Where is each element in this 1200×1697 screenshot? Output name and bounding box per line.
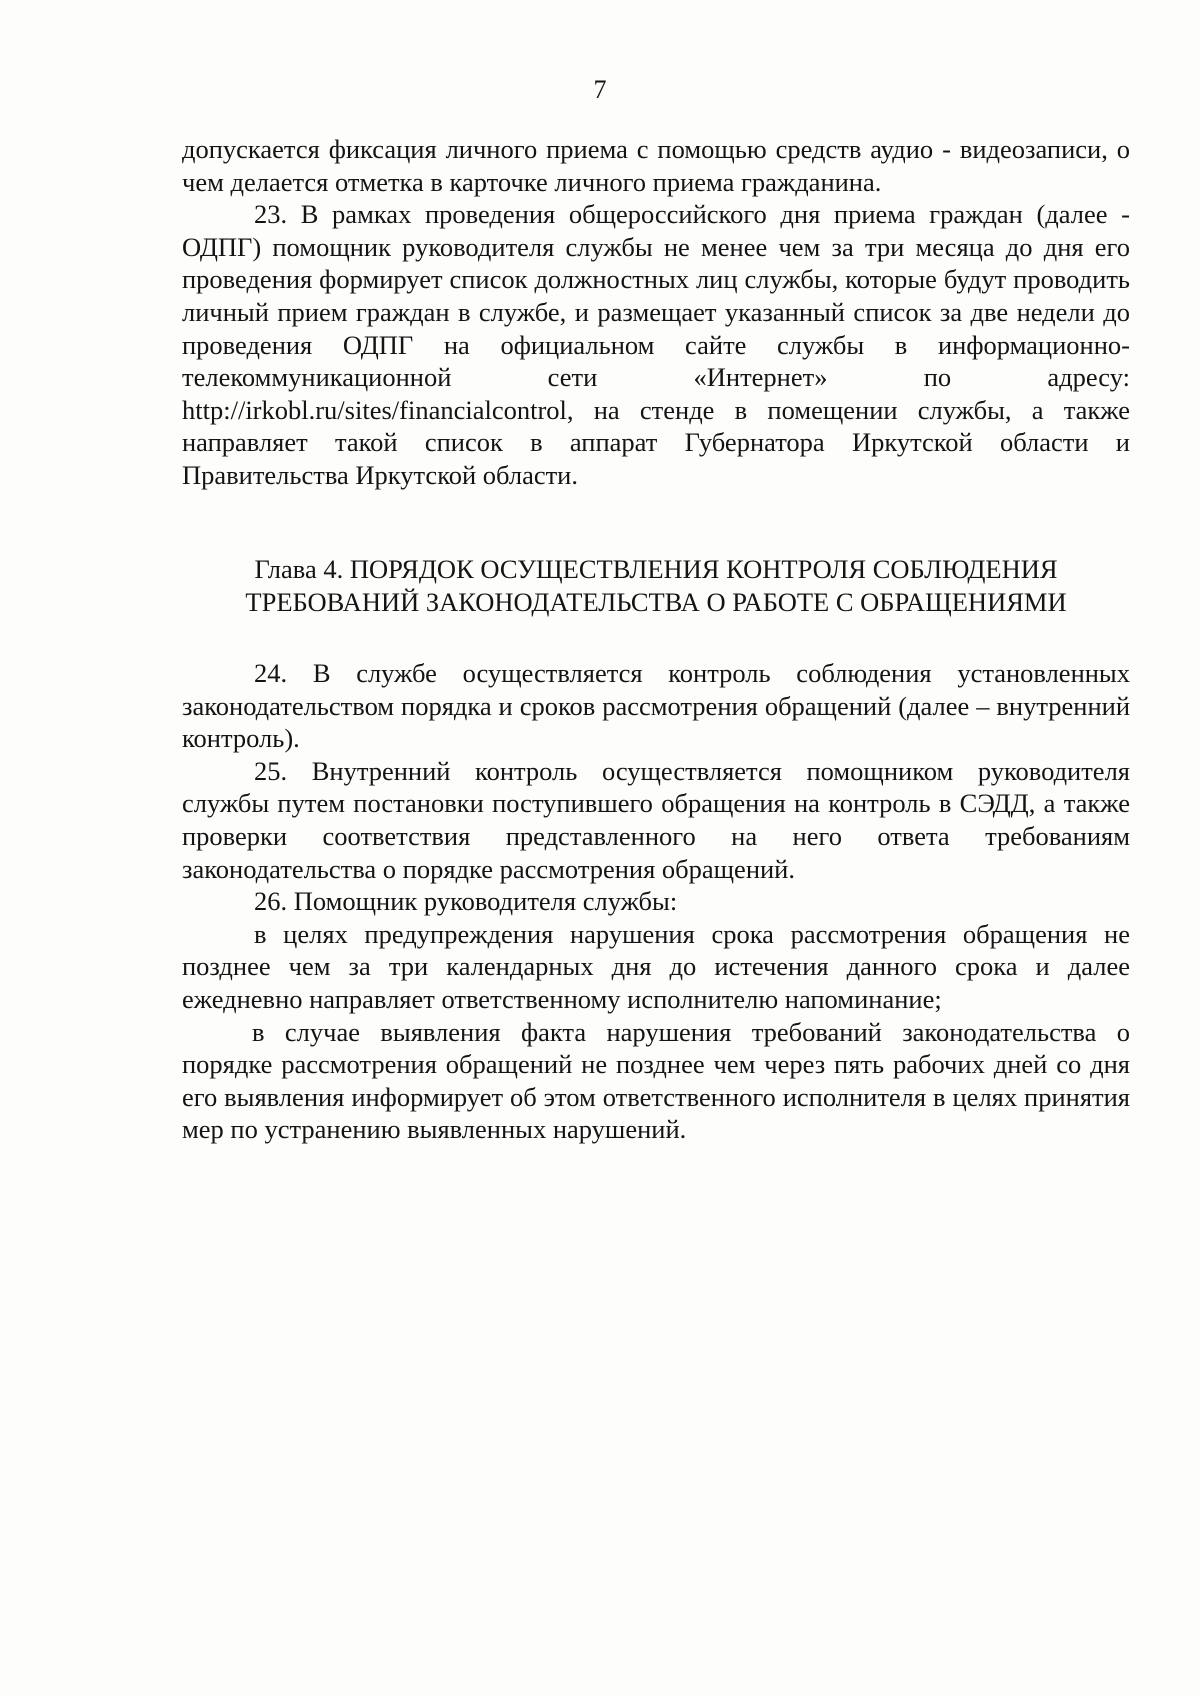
- paragraph-24: 24. В службе осуществляется контроль соблюдения установленных законодательством порядка и сроков рассмотрения обращений (далее – внутренний контроль).: [182, 658, 1130, 754]
- chapter-heading-line-1: Глава 4. ПОРЯДОК ОСУЩЕСТВЛЕНИЯ КОНТРОЛЯ СОБЛЮДЕНИЯ: [254, 554, 1058, 584]
- text-block-top: [182, 133, 1130, 492]
- paragraph-26: 26. Помощник руководителя службы:: [254, 886, 678, 917]
- paragraph-26-item-b: в случае выявления факта нарушения требований законодательства о порядке рассмотрения обращений не позднее чем через пять рабочих дней со дня его выявления информирует об этом ответственного исполнителя в целях принятия мер по устранению выявленных нарушений.: [182, 1016, 1130, 1145]
- paragraph-23: 23. В рамках проведения общероссийского дня приема граждан (далее - ОДПГ) помощник руководителя службы не менее чем за три месяца до дня его проведения формирует список должностных лиц службы, которые будут проводить личный прием граждан в службе, и размещает указанный список за две недели до проведения ОДПГ на официальном сайте службы в информационно-телекоммуникационной сети «Интернет» по адресу: http://irkobl.ru/sites/financialcontrol, на стенде в помещении службы, а также направляет такой список в аппарат Губернатора Иркутской области и Правительства Иркутской области.: [182, 199, 1130, 490]
- chapter-heading-line-2: ТРЕБОВАНИЙ ЗАКОНОДАТЕЛЬСТВА О РАБОТЕ С ОБРАЩЕНИЯМИ: [245, 587, 1067, 617]
- page-number: 7: [593, 75, 607, 104]
- paragraph-continuation: допускается фиксация личного приема с помощью средств аудио - видеозаписи, о чем делается отметка в карточке личного приема гражданина.: [182, 134, 1130, 197]
- paragraph-26-item-a: в целях предупреждения нарушения срока рассмотрения обращения не позднее чем за три календарных дня до истечения данного срока и далее ежедневно направляет ответственному исполнителю напоминание;: [182, 918, 1130, 1014]
- text-block-bottom: [182, 657, 1130, 1146]
- paragraph-25: 25. Внутренний контроль осуществляется помощником руководителя службы путем постановки поступившего обращения на контроль в СЭДД, а также проверки соответствия представленного на него ответа требованиям законодательства о порядке рассмотрения обращений.: [182, 755, 1130, 884]
- chapter-heading: [182, 553, 1130, 619]
